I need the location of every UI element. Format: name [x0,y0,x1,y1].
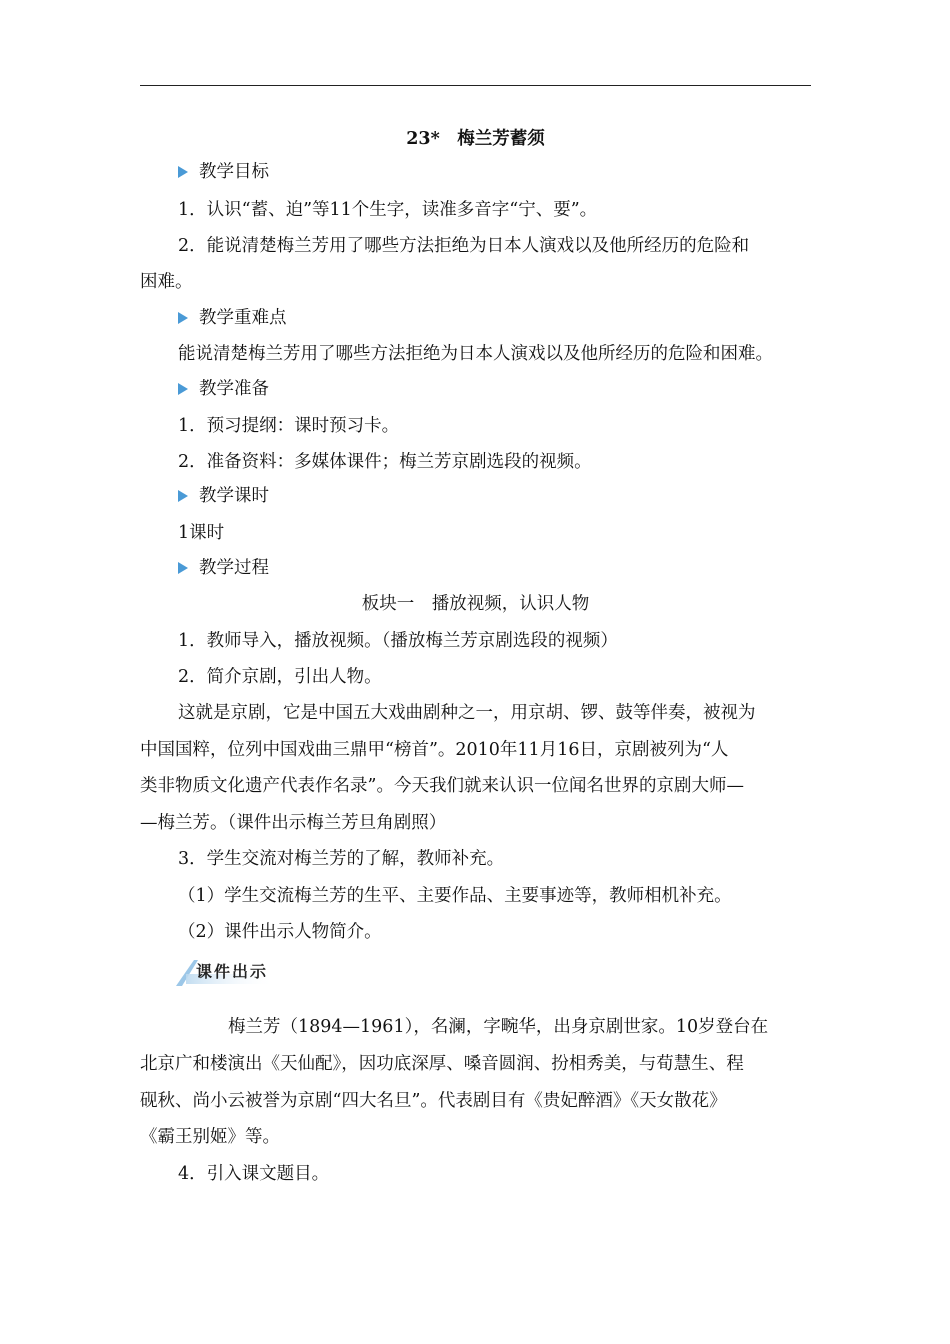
triangle-bullet-icon [178,312,188,324]
lesson-title: 23* 梅兰芳蓄须 [406,129,545,149]
process-step-3: 3．学生交流对梅兰芳的了解，教师补充。 [178,849,505,869]
bio-line-4: 《霸王别姬》等。 [140,1127,280,1147]
intro-paragraph-line-4: —梅兰芳。（课件出示梅兰芳旦角剧照） [140,813,447,833]
process-step-3-2: （2）课件出示人物简介。 [178,922,382,942]
triangle-bullet-icon [178,490,188,502]
heading-label: 教学课时 [199,486,269,506]
intro-paragraph-line-3: 类非物质文化遗产代表作名录”。今天我们就来认识一位闻名世界的京剧大师— [140,776,744,796]
heading-label: 教学目标 [199,162,269,182]
process-step-2: 2．简介京剧，引出人物。 [178,667,382,687]
top-rule [140,85,811,86]
goal-item-1: 1．认识“蓄、迫”等11个生字，读准多音字“宁、要”。 [178,200,598,220]
section-heading-key-points [178,305,287,331]
heading-label: 教学重难点 [199,308,287,328]
heading-label: 教学准备 [199,379,269,399]
goal-item-2-cont: 困难。 [140,272,193,292]
section-heading-preparation [178,376,269,402]
section-heading-process [178,555,269,581]
triangle-bullet-icon [178,562,188,574]
bio-line-2: 北京广和楼演出《天仙配》，因功底深厚、嗓音圆润、扮相秀美，与荀慧生、程 [140,1054,744,1074]
process-step-4: 4．引入课文题目。 [178,1164,330,1184]
section-heading-goals [178,159,269,185]
triangle-bullet-icon [178,166,188,178]
prep-item-1: 1．预习提纲：课时预习卡。 [178,416,400,436]
courseware-label: 课件出示 [196,962,269,981]
hours-text: 1课时 [178,523,225,543]
bio-line-3: 砚秋、尚小云被誉为京剧“四大名旦”。代表剧目有《贵妃醉酒》《天女散花》 [140,1091,727,1111]
process-step-3-1: （1）学生交流梅兰芳的生平、主要作品、主要事迹等，教师相机补充。 [178,886,732,906]
goal-item-2: 2．能说清楚梅兰芳用了哪些方法拒绝为日本人演戏以及他所经历的危险和 [178,236,750,256]
intro-paragraph-line-1: 这就是京剧，它是中国五大戏曲剧种之一，用京胡、锣、鼓等伴奏，被视为 [178,703,756,723]
prep-item-2: 2．准备资料：多媒体课件；梅兰芳京剧选段的视频。 [178,452,592,472]
heading-label: 教学过程 [199,558,269,578]
process-step-1: 1．教师导入，播放视频。（播放梅兰芳京剧选段的视频） [178,631,618,651]
block1-title: 板块一 播放视频，认识人物 [361,594,590,614]
triangle-bullet-icon [178,383,188,395]
key-points-text: 能说清楚梅兰芳用了哪些方法拒绝为日本人演戏以及他所经历的危险和困难。 [178,344,773,364]
section-heading-hours [178,483,269,509]
bio-line-1: 梅兰芳（1894—1961），名澜，字畹华，出身京剧世家。10岁登台在 [228,1017,769,1037]
intro-paragraph-line-2: 中国国粹，位列中国戏曲三鼎甲“榜首”。2010年11月16日，京剧被列为“人 [140,740,729,760]
